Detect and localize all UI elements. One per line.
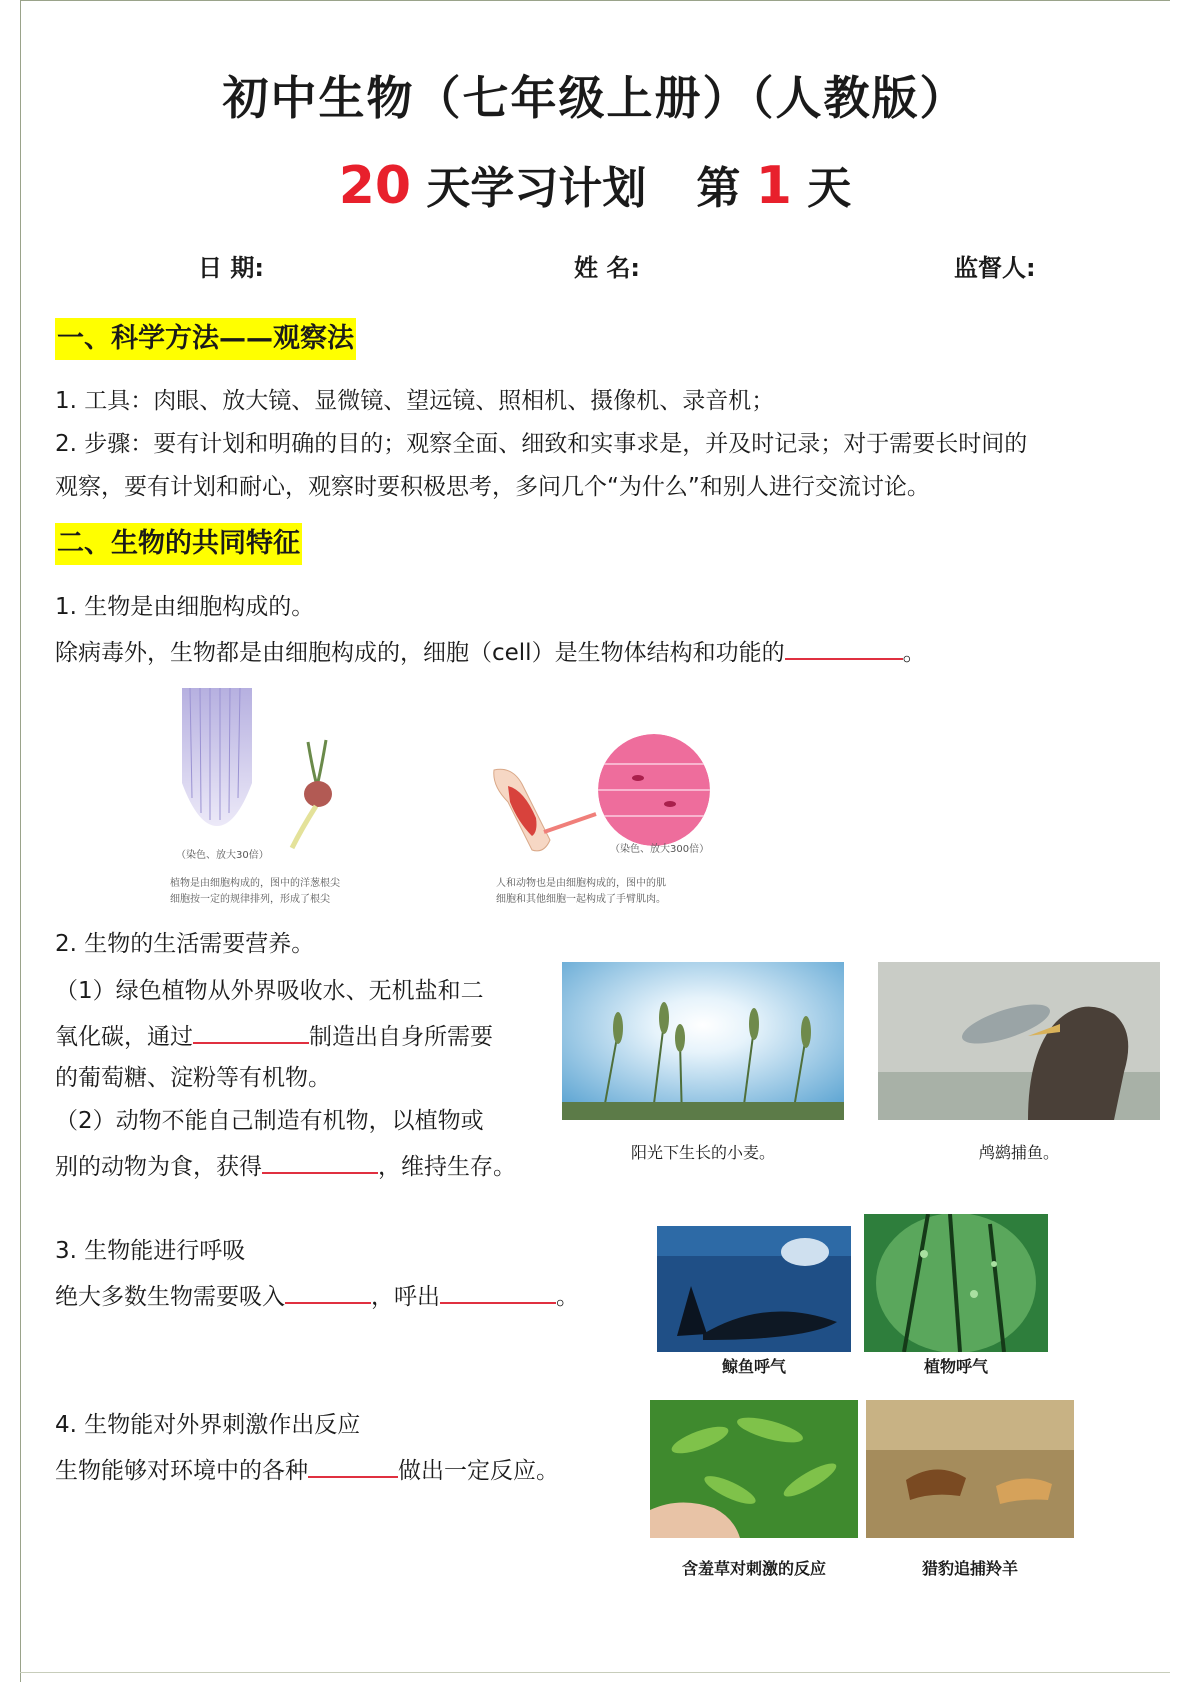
wheat-caption: 阳光下生长的小麦。 <box>630 1143 775 1162</box>
day-prefix: 第 <box>696 163 741 214</box>
fig1-caption-b: 细胞按一定的规律排列，形成了根尖 <box>170 894 330 905</box>
feature3-text-c: 。 <box>556 1284 579 1310</box>
feature2-line1: （1）绿色植物从外界吸收水、无机盐和二 <box>55 978 484 1004</box>
feature2-line5-a: 别的动物为食，获得 <box>55 1154 262 1180</box>
section-heading-observation: 一、科学方法——观察法 <box>55 318 356 360</box>
feature1-text-a: 除病毒外，生物都是由细胞构成的，细胞（cell）是生物体结构和功能的 <box>55 640 785 666</box>
feature3-title: 3. 生物能进行呼吸 <box>55 1238 246 1264</box>
tools-line: 1. 工具：肉眼、放大镜、显微镜、望远镜、照相机、摄像机、录音机； <box>55 388 775 414</box>
arm-muscle-image <box>488 762 598 862</box>
feature1-title: 1. 生物是由细胞构成的。 <box>55 594 315 620</box>
feature1-text-b: 。 <box>902 640 926 666</box>
feature4-text-a: 生物能够对环境中的各种 <box>55 1458 308 1484</box>
feature2-line2 <box>55 1020 493 1052</box>
cheetah-caption: 猎豹追捕羚羊 <box>921 1559 1018 1578</box>
plant-caption: 植物呼气 <box>923 1357 988 1376</box>
cormorant-caption: 鸬鹚捕鱼。 <box>978 1143 1059 1162</box>
fill-blank-inhale[interactable] <box>285 1280 371 1304</box>
feature4-text-b: 做出一定反应。 <box>398 1458 559 1484</box>
feature3-text <box>55 1280 579 1312</box>
cormorant-photo <box>878 962 1160 1120</box>
section-heading-features: 二、生物的共同特征 <box>55 523 302 565</box>
day-number: 1 <box>755 156 792 216</box>
onion-root-cells-image <box>176 688 258 828</box>
page-border-top <box>20 0 1170 1</box>
fill-blank-basic-unit[interactable] <box>785 636 903 660</box>
feature4-text <box>55 1454 559 1486</box>
fig2-magnification-note: （染色、放大300倍） <box>610 844 710 855</box>
feature2-line4: （2）动物不能自己制造有机物，以植物或 <box>55 1108 484 1134</box>
muscle-cells-micro-image <box>598 734 710 846</box>
fig2-caption-a: 人和动物也是由细胞构成的，图中的肌 <box>496 878 666 889</box>
fill-blank-exhale[interactable] <box>440 1280 556 1304</box>
fill-blank-nutrients[interactable] <box>262 1150 378 1174</box>
plan-label: 天学习计划 <box>426 163 647 214</box>
supervisor-label: 监督人: <box>954 254 1036 282</box>
steps-line-cont: 观察，要有计划和耐心，观察时要积极思考，多问几个“为什么”和别人进行交流讨论。 <box>55 474 930 500</box>
feature1-text <box>55 636 926 668</box>
page-title: 初中生物（七年级上册）（人教版） <box>222 71 968 125</box>
wheat-photo <box>562 962 844 1120</box>
feature2-line2-a: 氧化碳，通过 <box>55 1024 193 1050</box>
fill-blank-photosynthesis[interactable] <box>193 1020 309 1044</box>
cheetah-photo <box>866 1400 1074 1538</box>
feature2-line5-b: ，维持生存。 <box>378 1154 516 1180</box>
name-label: 姓 名: <box>574 254 640 282</box>
whale-caption: 鲸鱼呼气 <box>721 1357 786 1376</box>
fill-blank-stimuli[interactable] <box>308 1454 398 1478</box>
onion-sprout-image <box>282 738 362 850</box>
feature3-text-b: ，呼出 <box>371 1284 440 1310</box>
mimosa-photo <box>650 1400 858 1538</box>
feature4-title: 4. 生物能对外界刺激作出反应 <box>55 1412 361 1438</box>
fig2-caption-b: 细胞和其他细胞一起构成了手臂肌肉。 <box>496 894 666 905</box>
plan-days-number: 20 <box>338 156 412 216</box>
feature3-text-a: 绝大多数生物需要吸入 <box>55 1284 285 1310</box>
date-label: 日 期: <box>198 254 264 282</box>
feature2-line2-b: 制造出自身所需要 <box>309 1024 493 1050</box>
whale-photo <box>657 1226 851 1352</box>
plant-photo <box>864 1214 1048 1352</box>
day-suffix: 天 <box>807 163 852 214</box>
page-border-left <box>20 0 21 1682</box>
fig1-magnification-note: （染色、放大30倍） <box>176 850 269 861</box>
mimosa-caption: 含羞草对刺激的反应 <box>681 1559 826 1578</box>
page-border-bottom <box>20 1672 1170 1673</box>
feature2-line3: 的葡萄糖、淀粉等有机物。 <box>55 1065 331 1091</box>
feature2-title: 2. 生物的生活需要营养。 <box>55 931 315 957</box>
plan-subtitle <box>0 152 1190 216</box>
steps-line: 2. 步骤：要有计划和明确的目的；观察全面、细致和实事求是，并及时记录；对于需要长时间的 <box>55 431 1028 457</box>
fig1-caption-a: 植物是由细胞构成的，图中的洋葱根尖 <box>170 878 340 889</box>
feature2-line5 <box>55 1150 516 1182</box>
